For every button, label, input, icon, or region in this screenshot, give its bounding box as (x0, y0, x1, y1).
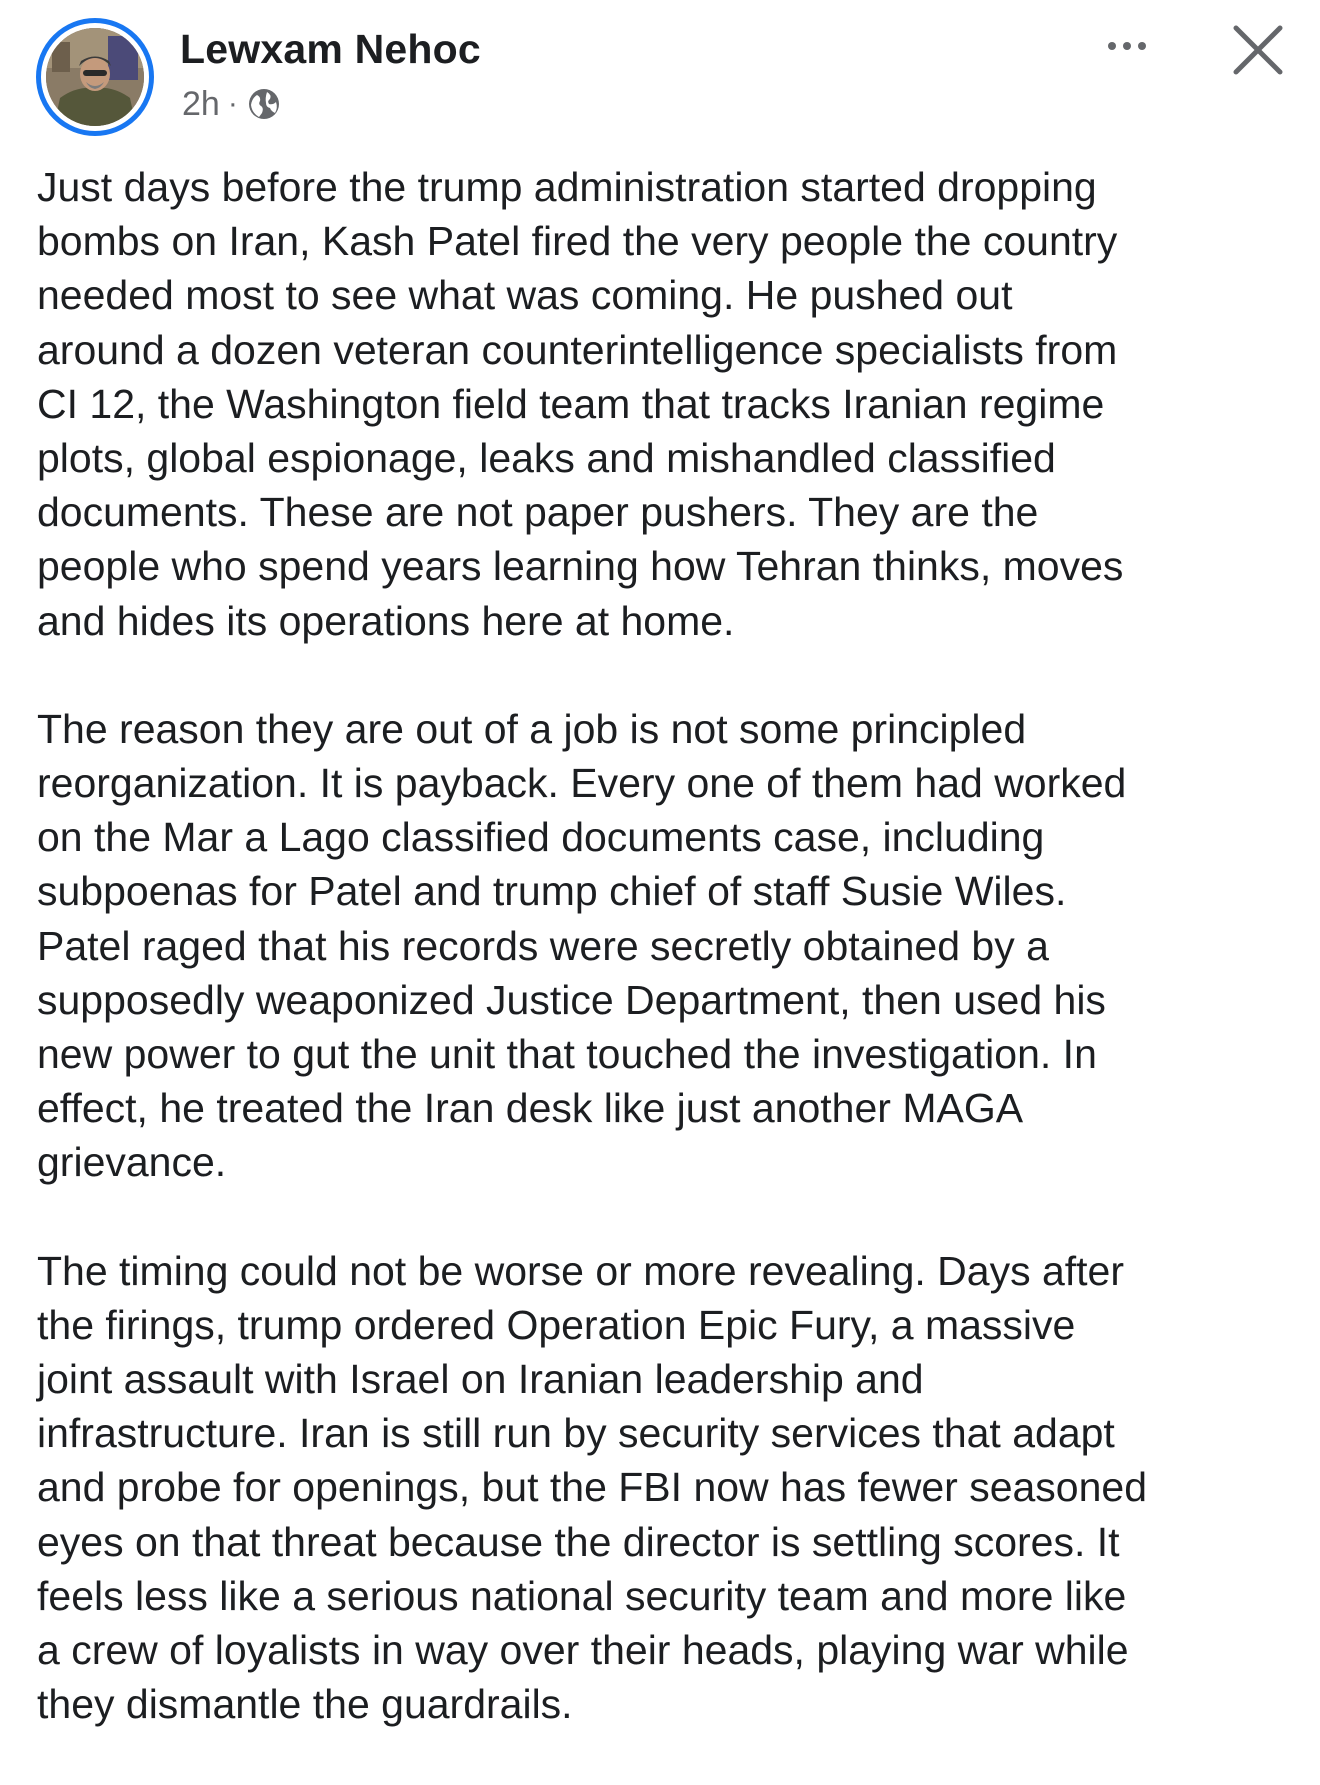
post-paragraph: The reason they are out of a job is not some principled reorganization. It is payback. Every one of them had worked on the Mar a Lago classified documents case, including subpoenas for Patel and trump chief of staff Susie Wiles. Patel raged that his records were secretly obtained by a supposedly weaponized Justice Department, then used his new power to gut the unit that touched the investigation. In effect, he treated the Iran desk like just another MAGA grievance. (37, 705, 1127, 1186)
post-text (37, 160, 1292, 1785)
post-header (0, 0, 1320, 150)
post-paragraph: Just days before the trump administration started dropping bombs on Iran, Kash Patel fired the very people the country needed most to see what was coming. He pushed out around a dozen veteran counterintelligence specialists from CI 12, the Washington field team that tracks Iranian regime plots, global espionage, leaks and mishandled classified documents. These are not paper pushers. They are the people who spend years learning how Tehran thinks, moves and hides its operations here at home. (37, 164, 1124, 644)
meta-separator: · (227, 87, 238, 120)
more-horizontal-icon (1108, 42, 1116, 50)
globe-icon[interactable] (246, 86, 282, 122)
close-icon (1228, 20, 1288, 80)
post-timestamp[interactable]: 2h (182, 84, 220, 123)
post-paragraph: The timing could not be worse or more revealing. Days after the firings, trump ordered Operation Epic Fury, a massive joint assault with Israel on Iranian leadership and infrastructure. Iran is still run by security services that adapt and probe for openings, but the FBI now has fewer seasoned eyes on that threat because the director is settling scores. It feels less like a serious national security team and more like a crew of loyalists in way over their heads, playing war while they dismantle the guardrails. (37, 1247, 1148, 1728)
author-name[interactable]: Lewxam Nehoc (180, 26, 481, 72)
profile-photo (46, 28, 144, 126)
avatar[interactable] (36, 18, 154, 136)
post-meta (182, 84, 282, 124)
more-options-button[interactable] (1093, 28, 1161, 64)
close-button[interactable] (1228, 20, 1288, 80)
